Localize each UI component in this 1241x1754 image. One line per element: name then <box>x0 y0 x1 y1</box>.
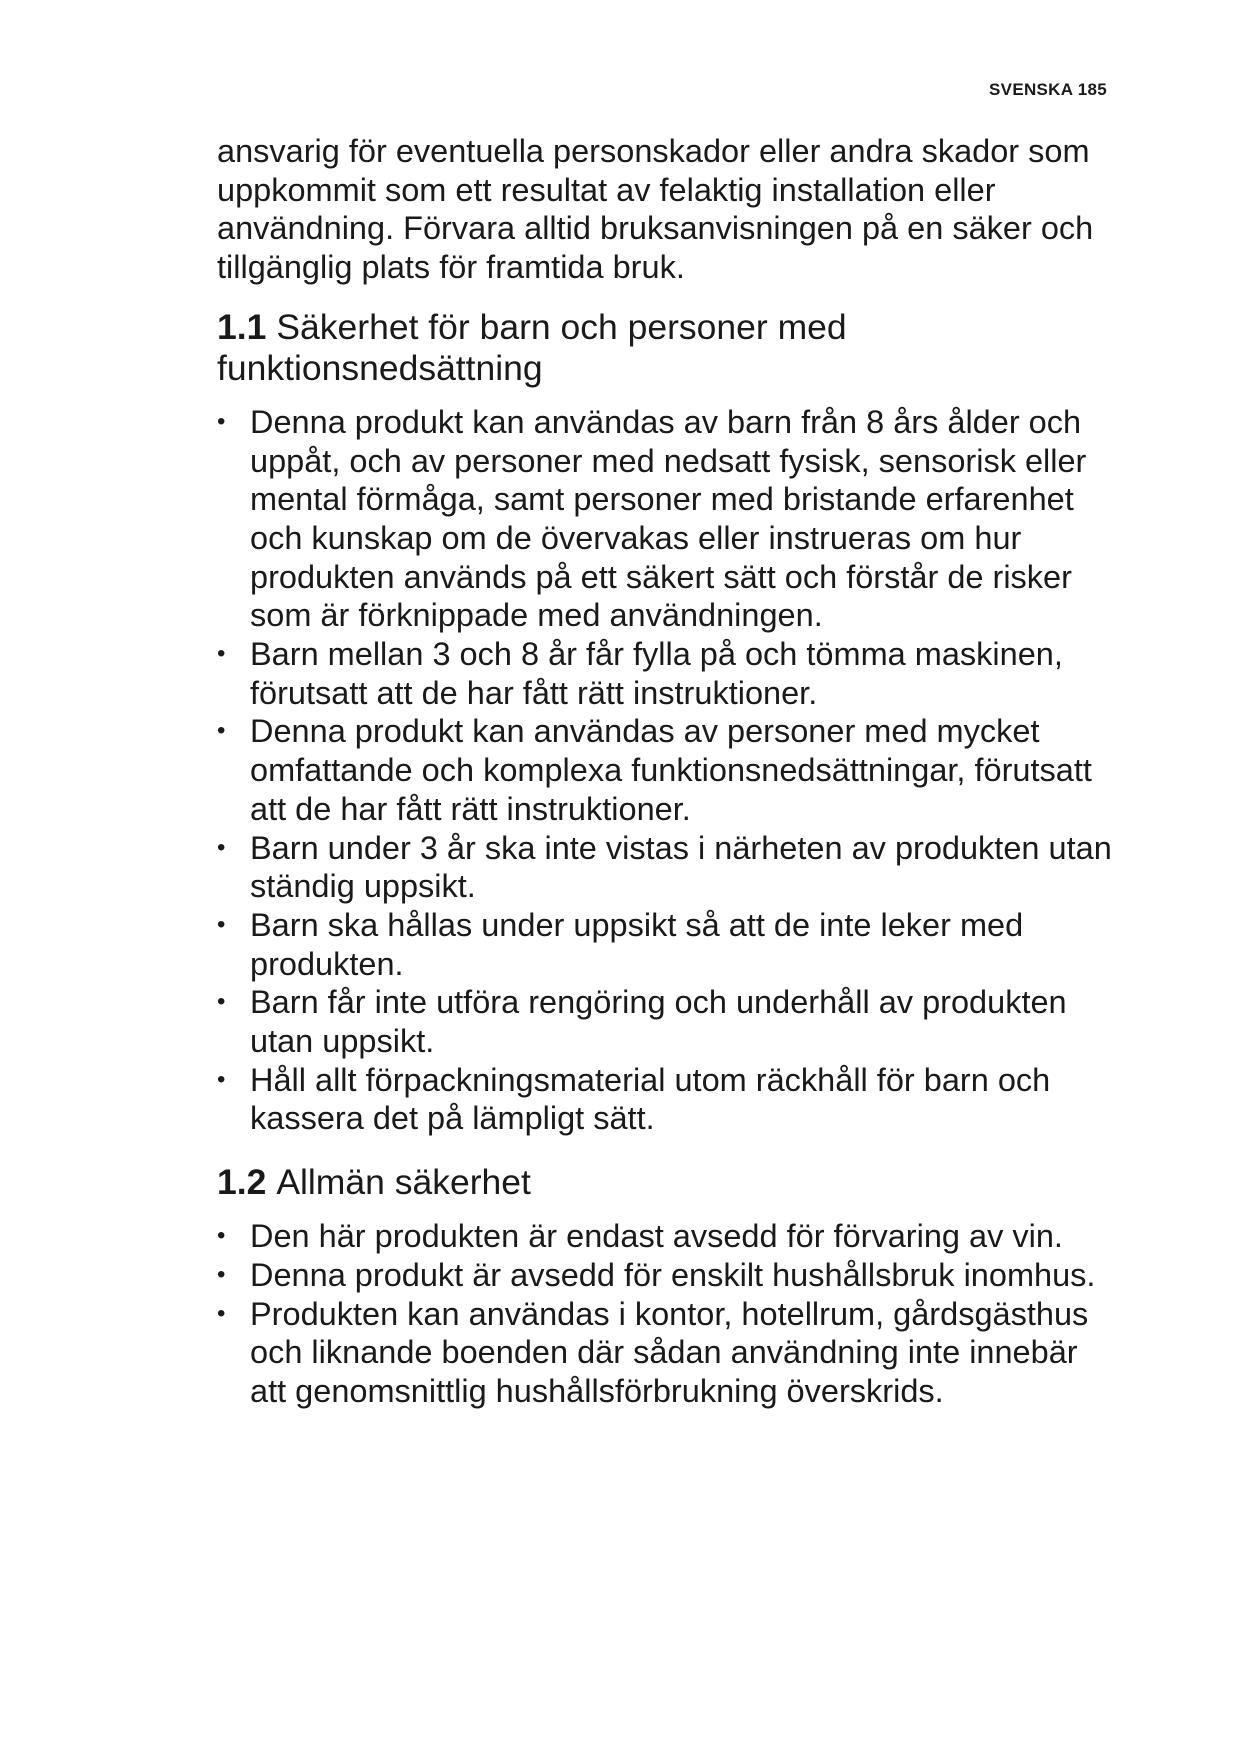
list-item-text: Barn får inte utföra rengöring och underhåll av produkten utan uppsikt. <box>250 984 1067 1060</box>
bullet-icon: • <box>217 910 226 938</box>
page-header-label: SVENSKA 185 <box>989 80 1107 99</box>
list-item <box>217 983 1117 1060</box>
bullet-icon: • <box>217 1222 226 1250</box>
bullet-icon: • <box>217 640 226 668</box>
section-number: 1.2 <box>217 1162 267 1203</box>
bullet-icon: • <box>217 407 226 435</box>
list-item-text: Denna produkt är avsedd för enskilt hushållsbruk inomhus. <box>250 1256 1096 1293</box>
section-spacer <box>217 1138 1117 1162</box>
list-item-text: Denna produkt kan användas av personer med mycket omfattande och komplexa funktionsnedsättningar, förutsatt att de har fått rätt instruktioner. <box>250 713 1092 827</box>
section-number: 1.1 <box>217 306 267 347</box>
section-title-text: Allmän säkerhet <box>276 1162 531 1203</box>
list-item-text: Barn ska hållas under uppsikt så att de inte leker med produkten. <box>250 906 1024 982</box>
bullet-icon: • <box>217 717 226 745</box>
section-title-text: Säkerhet för barn och personer med funktionsnedsättning <box>217 306 847 388</box>
list-item-text: Denna produkt kan användas av barn från 8 års ålder och uppåt, och av personer med nedsatt fysisk, sensorisk eller mental förmåga, samt personer med bristande erfarenhet och kunskap om de övervakas eller instrueras om hur produkten används på ett säkert sätt och förstår de risker som är förknippade med användningen. <box>250 403 1087 634</box>
bullet-icon: • <box>217 1299 226 1327</box>
section-heading-1-1 <box>217 307 1117 389</box>
bullet-icon: • <box>217 833 226 861</box>
list-item-text: Håll allt förpackningsmaterial utom räckhåll för barn och kassera det på lämpligt sätt. <box>250 1061 1051 1137</box>
list-item <box>217 1061 1117 1138</box>
list-item <box>217 1256 1117 1295</box>
bullet-icon: • <box>217 1065 226 1093</box>
list-item <box>217 1217 1117 1256</box>
list-item <box>217 403 1117 635</box>
list-item <box>217 1295 1117 1411</box>
intro-paragraph: ansvarig för eventuella personskador eller andra skador som uppkommit som ett resultat av felaktig installation eller användning. Förvara alltid bruksanvisningen på en säker och tillgänglig plats för framtida bruk. <box>217 133 1094 286</box>
list-item <box>217 829 1117 906</box>
list-item <box>217 712 1117 828</box>
list-item <box>217 906 1117 983</box>
section-1-1-list <box>217 403 1117 1138</box>
section-heading-1-2 <box>217 1162 1117 1203</box>
list-item-text: Produkten kan användas i kontor, hotellrum, gårdsgästhus och liknande boenden där sådan användning inte innebär att genomsnittlig hushållsförbrukning överskrids. <box>250 1295 1089 1409</box>
list-item-text: Barn under 3 år ska inte vistas i närheten av produkten utan ständig uppsikt. <box>250 829 1112 905</box>
list-item-text: Barn mellan 3 och 8 år får fylla på och tömma maskinen, förutsatt att de har fått rätt instruktioner. <box>250 636 1063 711</box>
list-item-text: Den här produkten är endast avsedd för förvaring av vin. <box>250 1218 1063 1255</box>
section-1-2-list <box>217 1217 1117 1411</box>
bullet-icon: • <box>217 1260 226 1288</box>
document-body <box>217 132 1117 1411</box>
list-item <box>217 635 1117 712</box>
bullet-icon: • <box>217 988 226 1016</box>
